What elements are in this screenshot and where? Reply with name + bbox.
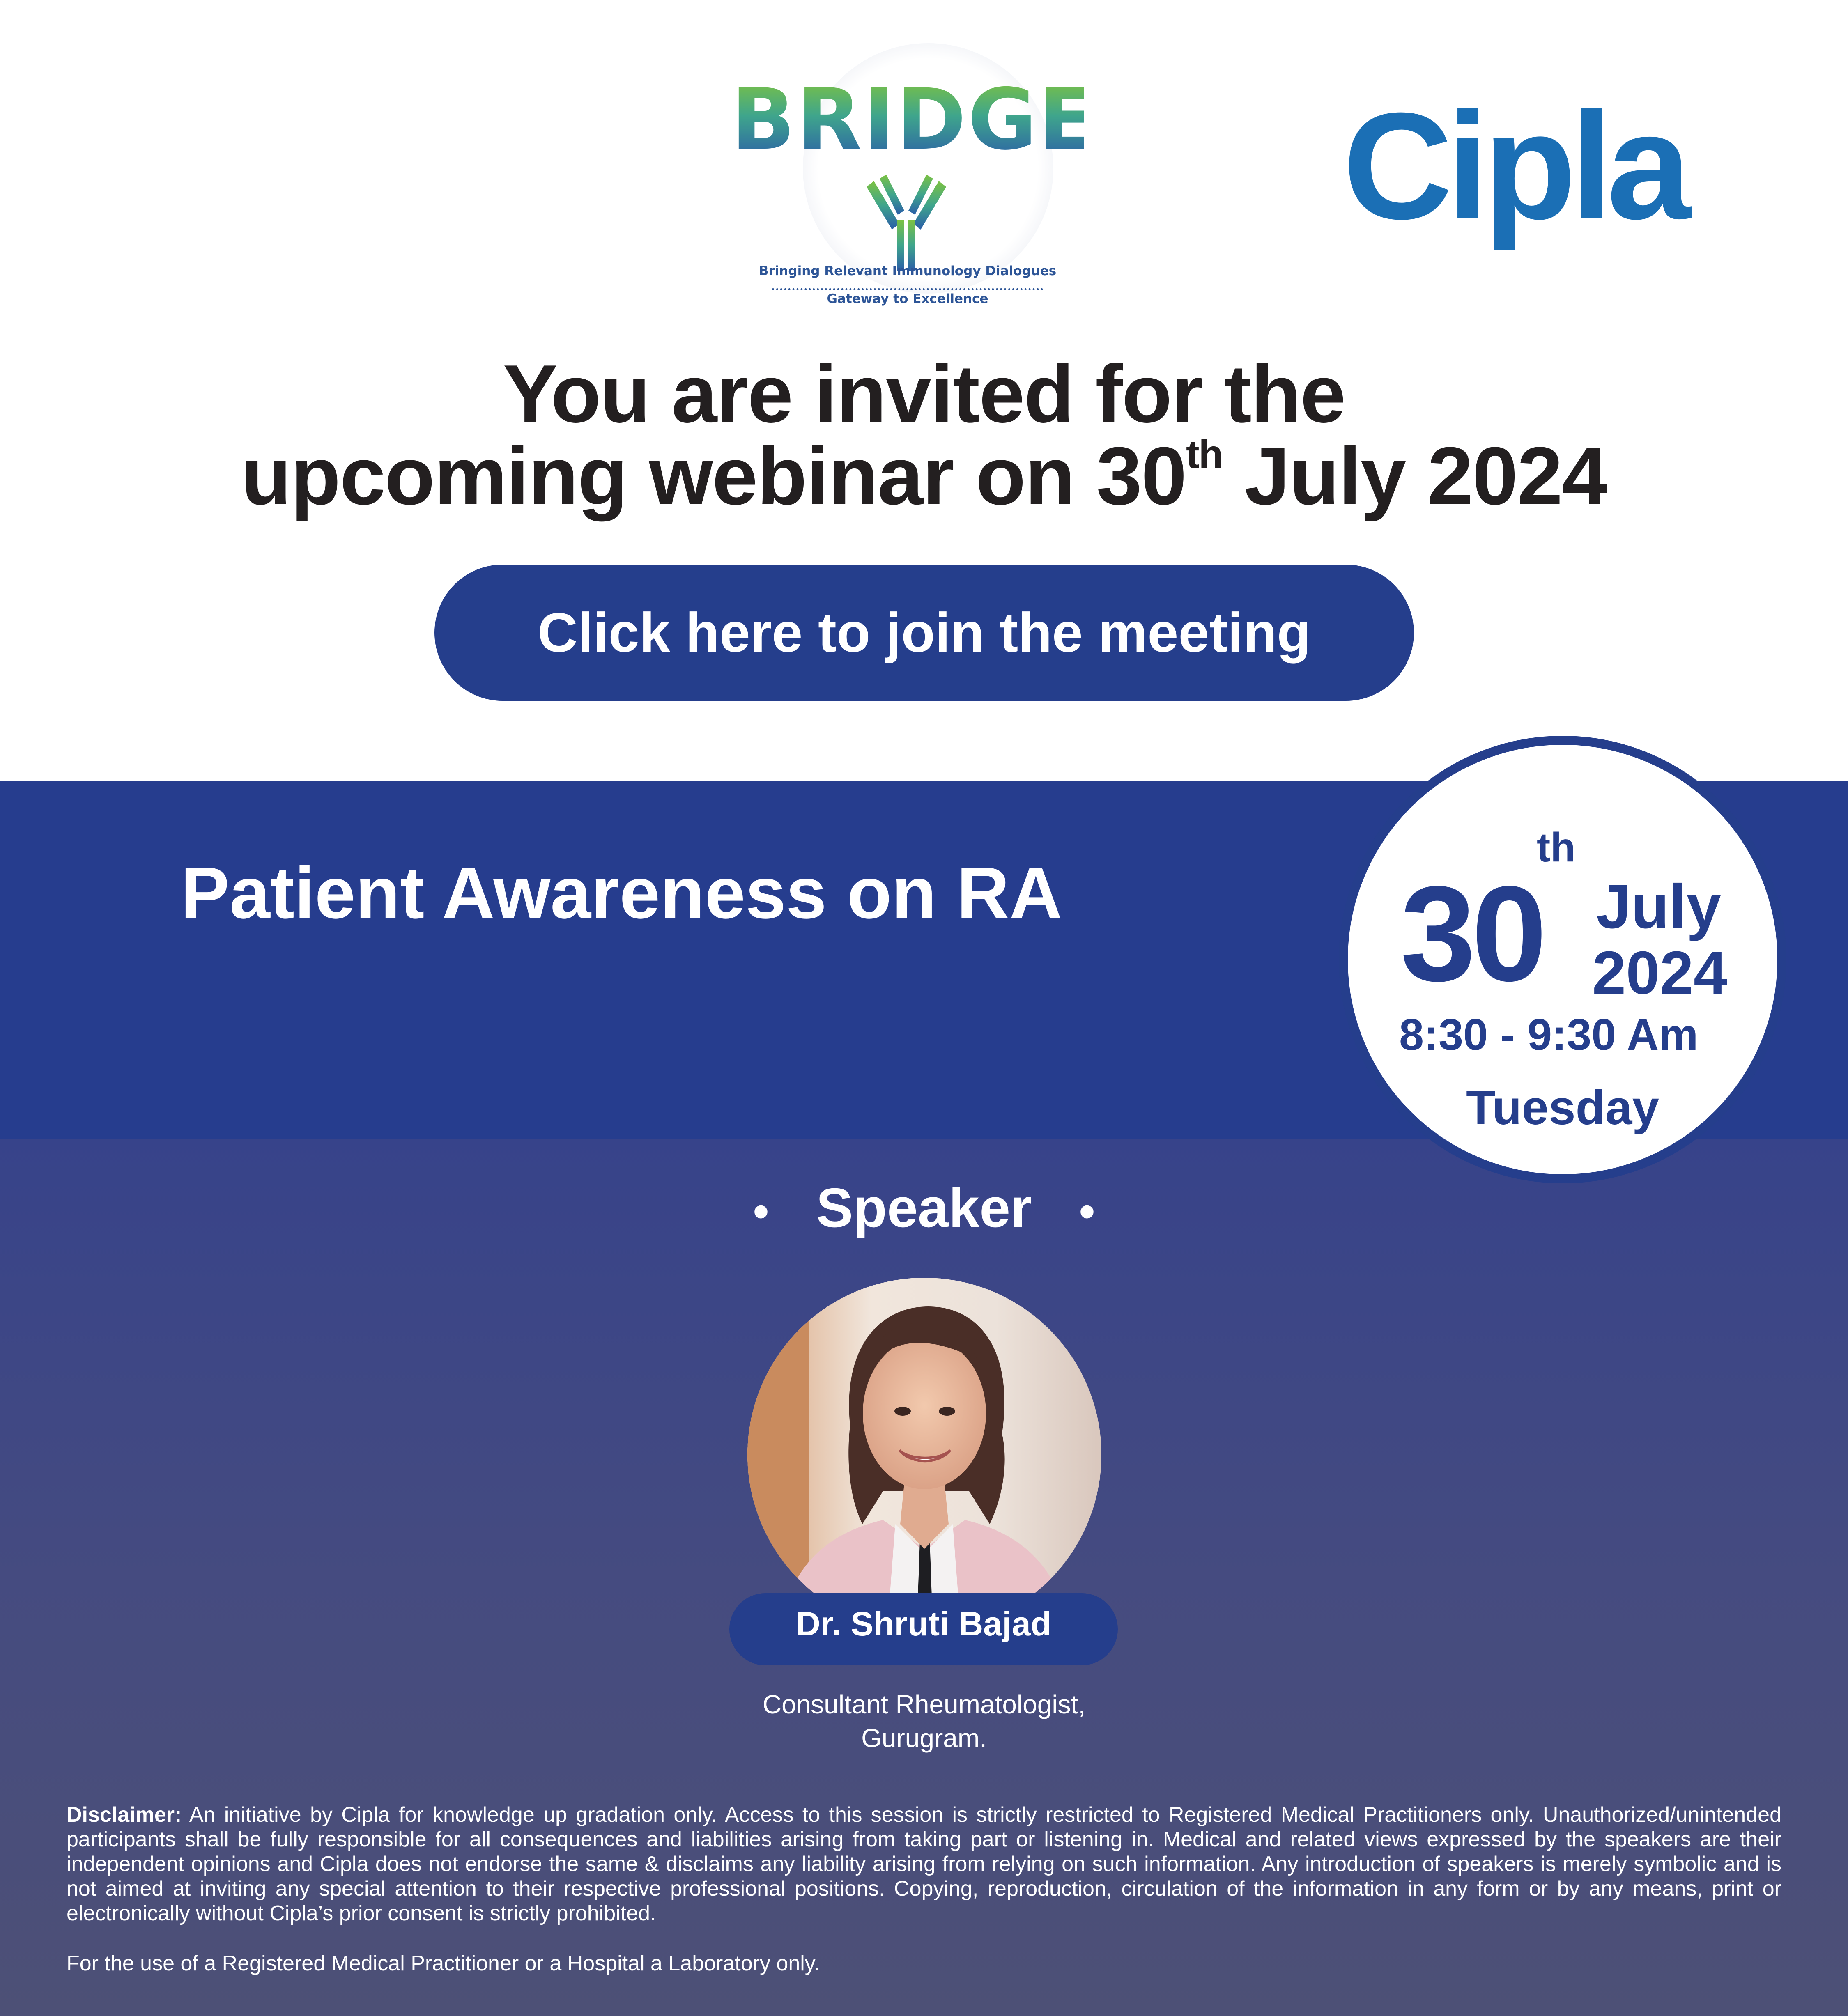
date-badge	[1339, 736, 1786, 1183]
date-month: July	[1596, 872, 1722, 941]
webinar-topic-title: Patient Awareness on RA	[181, 852, 1062, 934]
bridge-dotted-divider	[772, 288, 1043, 290]
speaker-designation	[575, 1688, 1273, 1755]
invitation-headline	[0, 348, 1848, 522]
disclaimer-text	[67, 1802, 1781, 1926]
bullet-icon: •	[753, 1186, 769, 1237]
headline-line-2-prefix: upcoming webinar on 30	[241, 430, 1186, 522]
speaker-heading-label: Speaker	[816, 1177, 1032, 1239]
bridge-logo-word: BRIDGE	[731, 71, 1098, 169]
disclaimer-label: Disclaimer:	[67, 1803, 182, 1827]
speaker-role-line-2: Gurugram.	[861, 1723, 987, 1753]
date-year: 2024	[1592, 939, 1728, 1007]
speaker-name: Dr. Shruti Bajad	[729, 1593, 1118, 1665]
bridge-logo	[731, 21, 1098, 316]
cipla-logo: Cipla	[1343, 81, 1686, 251]
disclaimer-body: An initiative by Cipla for knowledge up gradation only. Access to this session is strictly restricted to Registered Medical Practitioners only. Unauthorized/unintended participants shall be fully responsible for all consequences and liabilities arising from taking part or listening in. Medical and related views expressed by the speakers are their independent opinions and Cipla does not endorse the same & disclaims any liability arising from relying on such information. Any introduction of speakers is merely symbolic and is not aimed at inviting any special attention to their respective professional positions. Copying, reproduction, circulation of the information in any form or by any means, print or electronically without Cipla’s prior consent is strictly prohibited.	[67, 1803, 1781, 1925]
date-day: 30	[1400, 858, 1543, 1009]
headline-line-2-end: July 2024	[1222, 430, 1607, 522]
speaker-heading	[0, 1175, 1848, 1245]
headline-date-suffix: th	[1186, 432, 1223, 477]
headline-line-1: You are invited for the	[503, 348, 1345, 440]
speaker-photo	[747, 1278, 1101, 1632]
speaker-role-line-1: Consultant Rheumatologist,	[762, 1690, 1086, 1719]
headline-line-2	[0, 430, 1848, 522]
date-time: 8:30 - 9:30 Am	[1399, 1010, 1699, 1059]
usage-note: For the use of a Registered Medical Practitioner or a Hospital a Laboratory only.	[67, 1952, 820, 1975]
date-day-suffix: th	[1537, 824, 1576, 870]
join-meeting-button[interactable]: Click here to join the meeting	[434, 565, 1414, 701]
antibody-icon	[863, 162, 949, 273]
bridge-subtagline: Gateway to Excellence	[827, 292, 988, 306]
speaker-portrait-illustration	[747, 1278, 1101, 1632]
bullet-icon: •	[1079, 1186, 1095, 1237]
bridge-tagline: Bringing Relevant Immunology Dialogues	[759, 264, 1057, 278]
date-weekday: Tuesday	[1466, 1081, 1659, 1135]
